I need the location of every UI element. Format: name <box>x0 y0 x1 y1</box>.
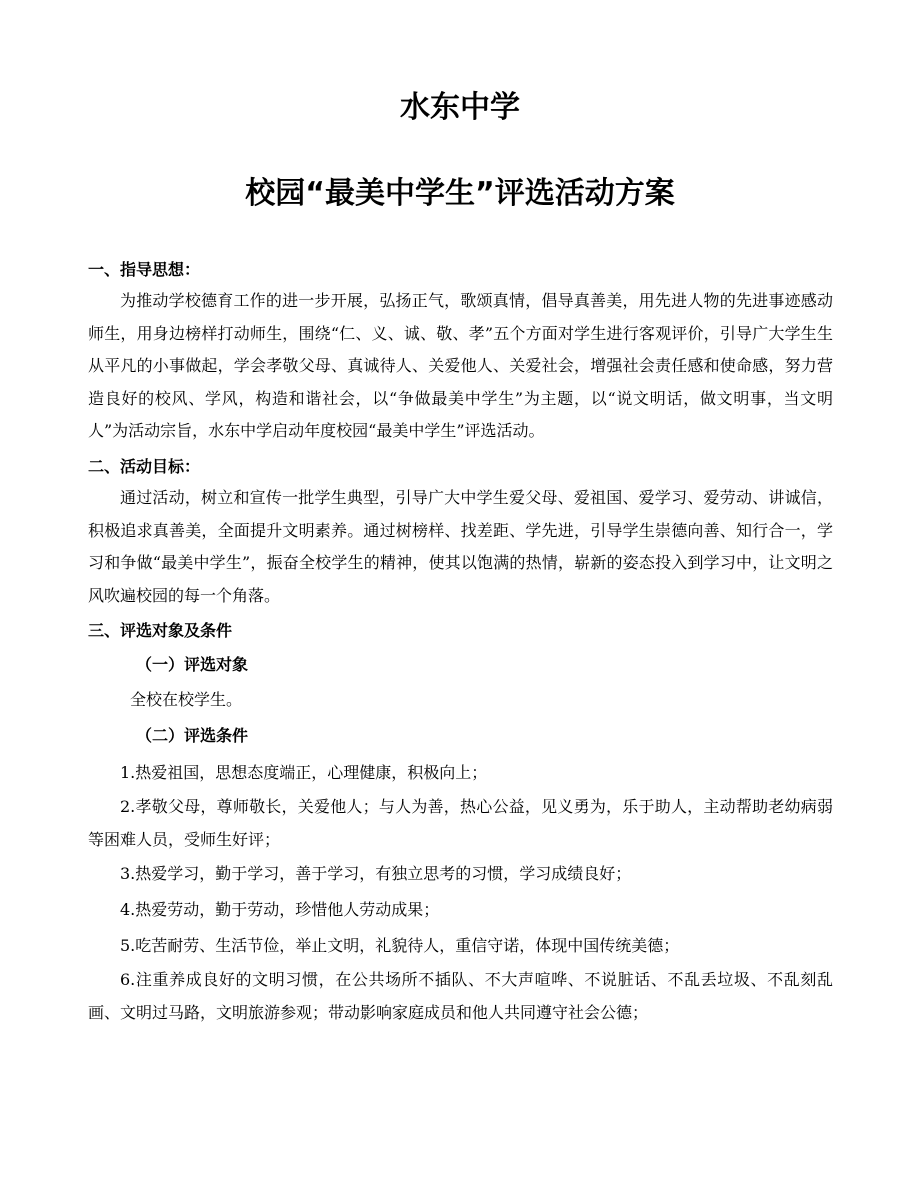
guiding-ideology-paragraph: 为推动学校德育工作的进一步开展，弘扬正气，歌颂真情，倡导真善美，用先进人物的先进事迹感动师生，用身边榜样打动师生，围绕“仁、义、诚、敬、孝”五个方面对学生进行客观评价，引导广大学生生从平凡的小事做起，学会孝敬父母、真诚待人、关爱他人、关爱社会，增强社会责任感和使命感，努力营造良好的校风、学风，构造和谐社会，以“争做最美中学生”为主题，以“说文明话，做文明事，当文明人”为活动宗旨，水东中学启动年度校园“最美中学生”评选活动。 <box>88 291 833 441</box>
school-name: 水东中学 <box>400 90 520 125</box>
subheading-selection-conditions: （二）评选条件 <box>136 725 249 745</box>
condition-item: 2.孝敬父母，尊师敬长，关爱他人；与人为善，热心公益，见义勇为，乐于助人，主动帮助老幼病弱等困难人员，受师生好评； <box>88 796 833 849</box>
condition-item: 4.热爱劳动，勤于劳动，珍惜他人劳动成果； <box>120 900 440 920</box>
document-body <box>88 255 833 1029</box>
selection-target-text: 全校在校学生。 <box>130 690 243 710</box>
condition-item: 1.热爱祖国，思想态度端正，心理健康，积极向上； <box>120 762 488 782</box>
subheading-selection-target: （一）评选对象 <box>136 655 249 675</box>
condition-item: 5.吃苦耐劳、生活节俭，举止文明，礼貌待人，重信守诺，体现中国传统美德； <box>120 936 680 956</box>
section-heading-guiding-ideology: 一、指导思想： <box>88 260 201 279</box>
document-title: 校园“最美中学生”评选活动方案 <box>245 176 675 211</box>
activity-goals-paragraph: 通过活动，树立和宣传一批学生典型，引导广大中学生爱父母、爱祖国、爱学习、爱劳动、讲诚信，积极追求真善美，全面提升文明素养。通过树榜样、找差距、学先进，引导学生崇德向善、知行合一，学习和争做“最美中学生”，振奋全校学生的精神，使其以饱满的热情，崭新的姿态投入到学习中，让文明之风吹遍校园的每一个角落。 <box>88 487 833 605</box>
condition-item: 6.注重养成良好的文明习惯，在公共场所不插队、不大声喧哗、不说脏话、不乱丢垃圾、不乱刻乱画、文明过马路，文明旅游参观；带动影响家庭成员和他人共同遵守社会公德； <box>88 970 833 1022</box>
section-heading-selection-criteria: 三、评选对象及条件 <box>88 621 233 641</box>
section-heading-activity-goals: 二、活动目标： <box>88 456 201 476</box>
condition-item: 3.热爱学习，勤于学习，善于学习，有独立思考的习惯，学习成绩良好； <box>120 864 632 884</box>
